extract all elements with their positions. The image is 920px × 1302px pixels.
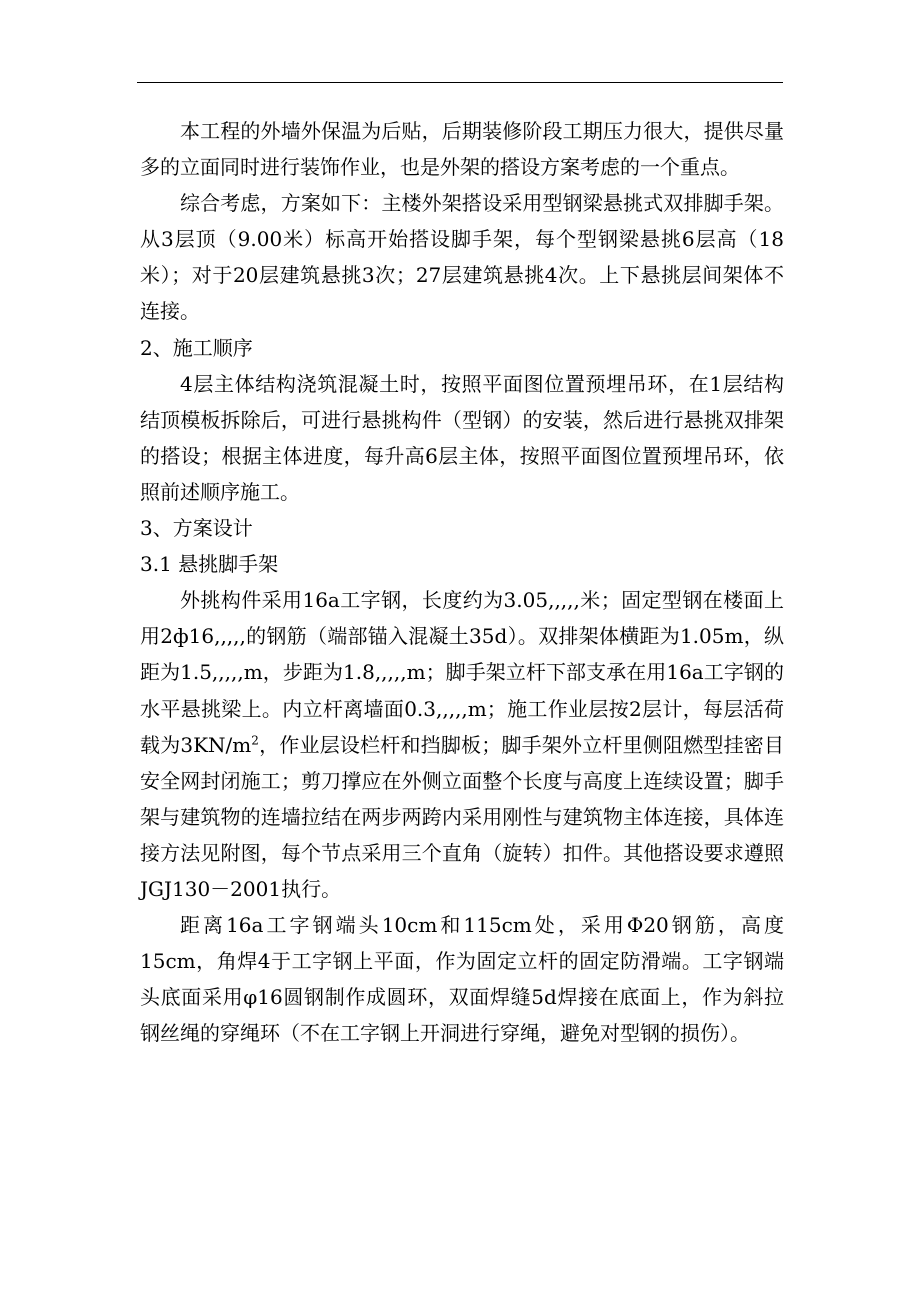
cantilever-text-part2: ，作业层设栏杆和挡脚板；脚手架外立杆里侧阻燃型挂密目安全网封闭施工；剪刀撑应在外侧立面整个长度与高度上连续设置；脚手架与建筑物的连墙拉结在两步两跨内采用刚性与建筑物主体连接，具体连接方法见附图，每个节点采用三个直角（旋转）扣件。其他搭设要求遵照JGJ130－2001执行。 bbox=[140, 732, 784, 901]
paragraph-anti-slip-ends: 距离16a工字钢端头10cm和115cm处，采用Φ20钢筋，高度15cm，角焊4于工字钢上平面，作为固定立杆的固定防滑端。工字钢端头底面采用φ16圆钢制作成圆环，双面焊缝5d焊接在底面上，作为斜拉钢丝绳的穿绳环（不在工字钢上开洞进行穿绳，避免对型钢的损伤）。 bbox=[140, 913, 784, 1046]
cantilever-text-part1: 外挑构件采用16a工字钢，长度约为3.05,,,,,米；固定型钢在楼面上用2ф16,,,,,的钢筋（端部锚入混凝土35d）。双排架体横距为1.05m，纵距为1.5,,,,,m，步距为1.8,,,,,m；脚手架立杆下部支承在用16a工字钢的水平悬挑梁上。内立杆离墙面0.3,,,,,m；施工作业层按2层计，每层活荷载为3KN/m bbox=[140, 588, 784, 757]
heading-cantilever-scaffold: 3.1 悬挑脚手架 bbox=[140, 552, 279, 577]
document-body bbox=[140, 113, 784, 1051]
paragraph-construction-sequence: 4层主体结构浇筑混凝土时，按照平面图位置预埋吊环，在1层结构结顶模板拆除后，可进行悬挑构件（型钢）的安装，然后进行悬挑双排架的搭设；根据主体进度，每升高6层主体，按照平面图位置预埋吊环，依照前述顺序施工。 bbox=[140, 371, 784, 504]
heading-construction-sequence: 2、施工顺序 bbox=[140, 335, 253, 360]
paragraph-scheme-overview: 综合考虑，方案如下：主楼外架搭设采用型钢梁悬挑式双排脚手架。从3层顶（9.00米）标高开始搭设脚手架，每个型钢梁悬挑6层高（18米）；对于20层建筑悬挑3次；27层建筑悬挑4次。上下悬挑层间架体不连接。 bbox=[140, 191, 784, 324]
header-rule bbox=[137, 82, 783, 83]
paragraph-insulation: 本工程的外墙外保温为后贴，后期装修阶段工期压力很大，提供尽量多的立面同时进行装饰作业，也是外架的搭设方案考虑的一个重点。 bbox=[140, 119, 784, 180]
heading-scheme-design: 3、方案设计 bbox=[140, 516, 253, 541]
superscript-squared: 2 bbox=[251, 732, 259, 747]
paragraph-cantilever-members bbox=[140, 582, 784, 907]
